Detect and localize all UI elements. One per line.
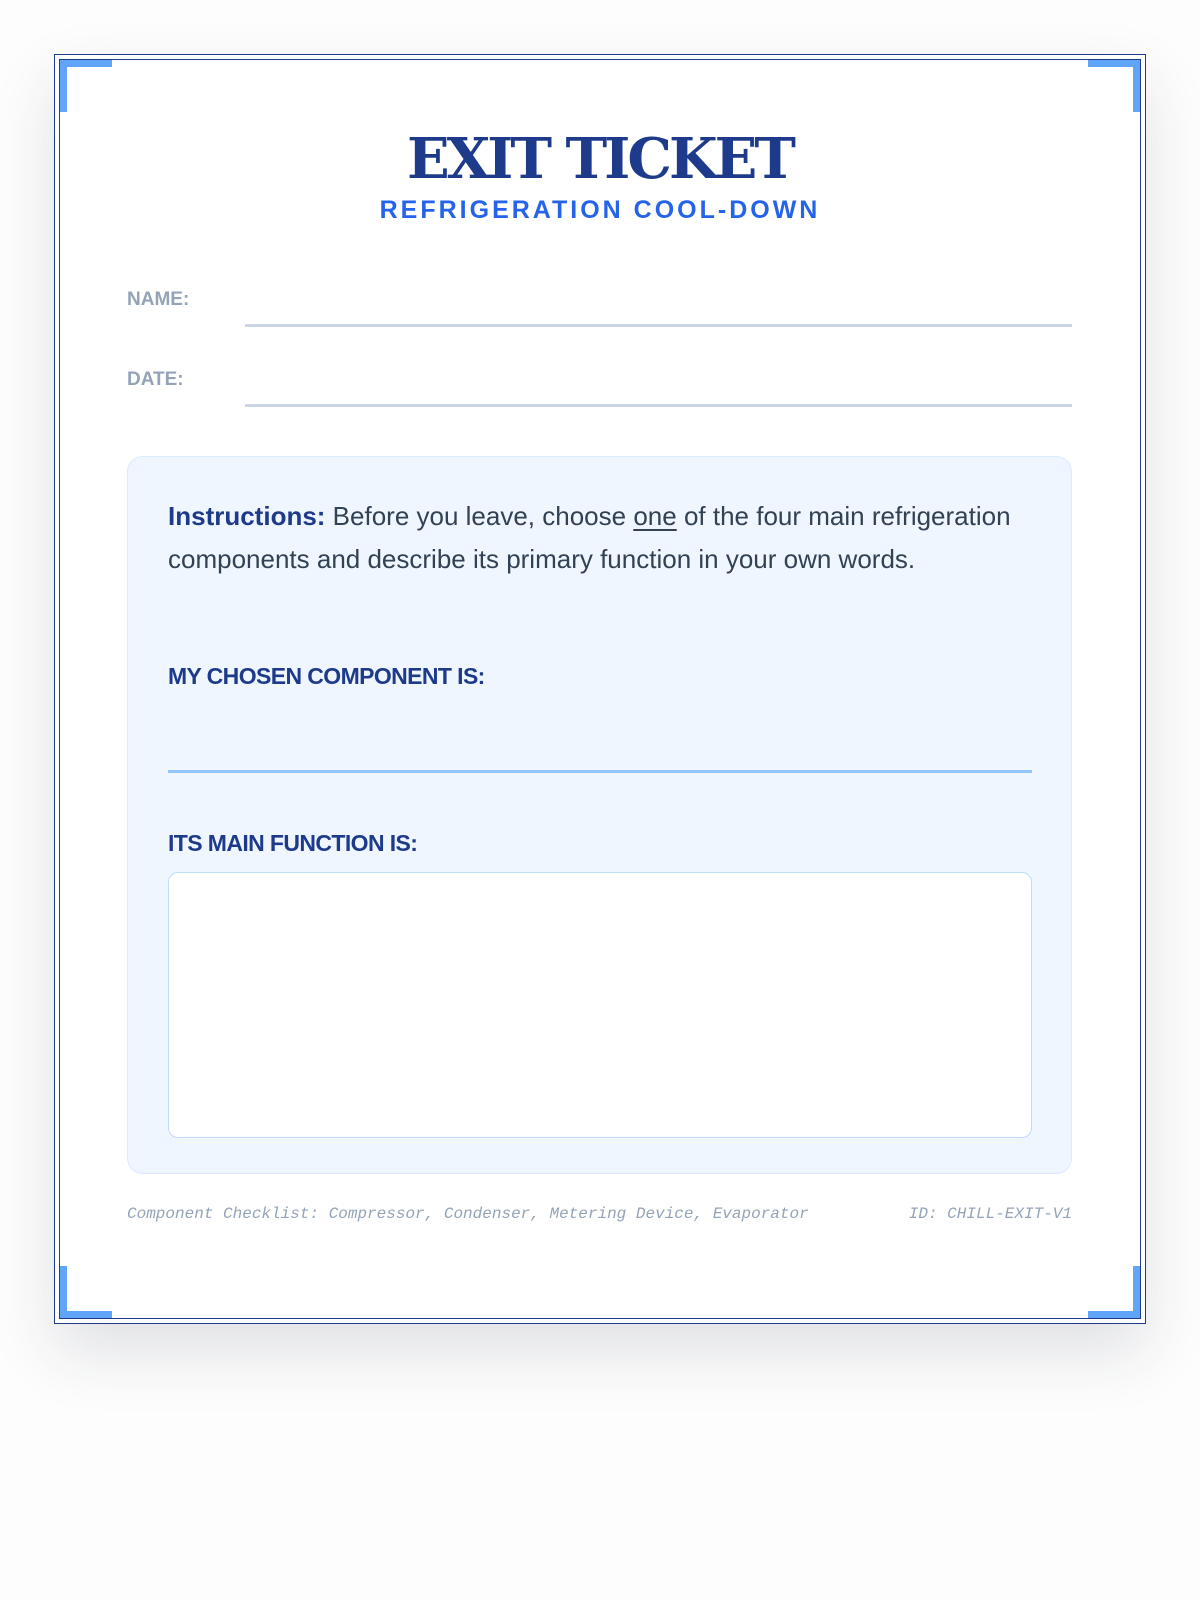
- instructions-text-before: Before you leave, choose: [325, 501, 634, 531]
- corner-accent-top-right: [1088, 60, 1140, 112]
- instructions-text-after: of the four main refrigeration components and describe its primary function in your own words.: [168, 501, 1011, 574]
- date-label: DATE:: [127, 369, 184, 390]
- corner-accent-top-left: [60, 60, 112, 112]
- ticket-title: EXIT TICKET: [407, 126, 793, 192]
- name-line[interactable]: [245, 324, 1072, 327]
- ticket-subtitle: REFRIGERATION COOL-DOWN: [379, 196, 821, 224]
- component-checklist: Component Checklist: Compressor, Condenser, Metering Device, Evaporator: [127, 1205, 809, 1223]
- instructions-lead: Instructions:: [168, 501, 326, 531]
- ticket-id: ID: CHILL-EXIT-V1: [908, 1205, 1072, 1223]
- date-line[interactable]: [245, 404, 1072, 407]
- corner-accent-bottom-right: [1088, 1266, 1140, 1318]
- name-label: NAME:: [127, 289, 190, 310]
- exit-ticket-card: [54, 54, 1146, 1324]
- instructions-emphasis: one: [633, 501, 677, 531]
- corner-accent-bottom-left: [60, 1266, 112, 1318]
- instructions: [168, 495, 1028, 581]
- function-label: ITS MAIN FUNCTION IS:: [168, 830, 418, 856]
- response-panel: [127, 456, 1072, 1174]
- function-answer-box[interactable]: [168, 872, 1032, 1138]
- component-answer-line[interactable]: [168, 770, 1032, 773]
- component-label: MY CHOSEN COMPONENT IS:: [168, 663, 485, 689]
